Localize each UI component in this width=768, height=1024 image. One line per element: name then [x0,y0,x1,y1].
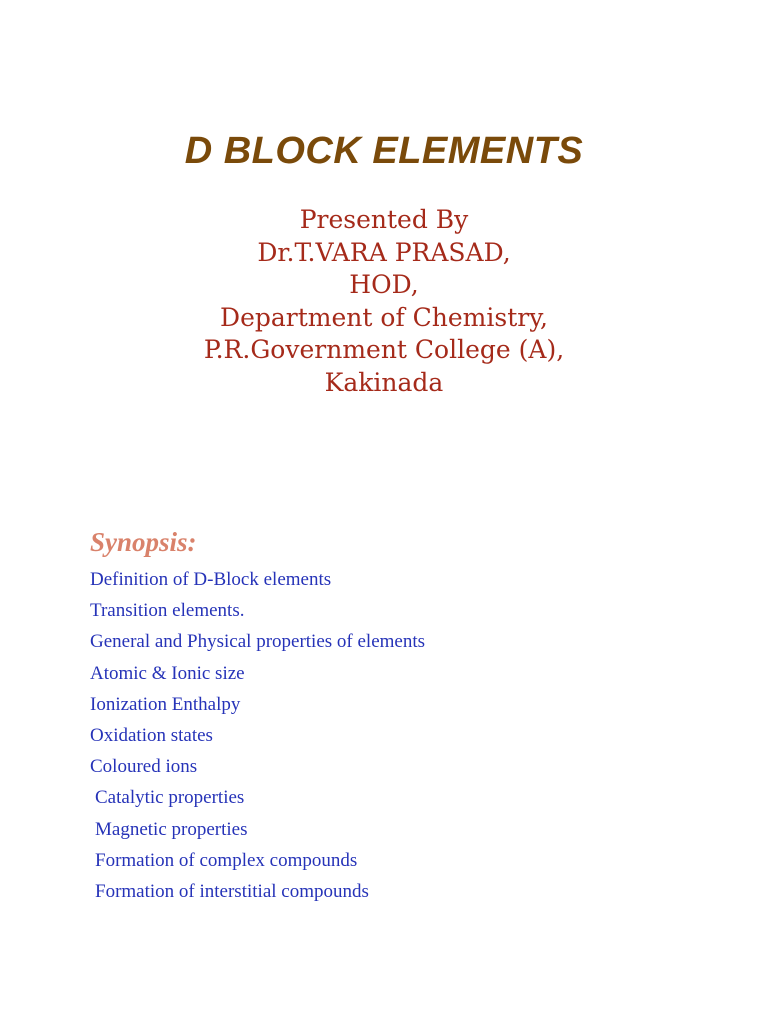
synopsis-item: Transition elements. [90,600,245,622]
synopsis-item: General and Physical properties of elements [90,631,426,653]
synopsis-item: Oxidation states [90,724,213,746]
presenter-line: P.R.Government College (A), [203,335,565,364]
synopsis-list [90,564,425,907]
presenter-line: Department of Chemistry, [220,302,548,332]
synopsis-item: Atomic & Ionic size [90,662,245,684]
presenter-block [0,204,768,399]
presenter-line: Presented By [299,205,469,234]
synopsis-item: Magnetic properties [95,818,248,840]
synopsis-item: Coloured ions [90,756,198,778]
synopsis-item: Ionization Enthalpy [90,693,241,715]
document-title: D BLOCK ELEMENTS [184,130,584,172]
presenter-line: HOD, [349,270,419,299]
synopsis-item: Formation of complex compounds [95,849,358,871]
synopsis-item: Catalytic properties [95,787,245,809]
synopsis-item: Formation of interstitial compounds [95,880,369,902]
presenter-line: Kakinada [324,367,444,397]
synopsis-item: Definition of D-Block elements [90,569,332,590]
synopsis-heading: Synopsis: [90,527,197,557]
presenter-line: Dr.T.VARA PRASAD, [257,237,511,267]
